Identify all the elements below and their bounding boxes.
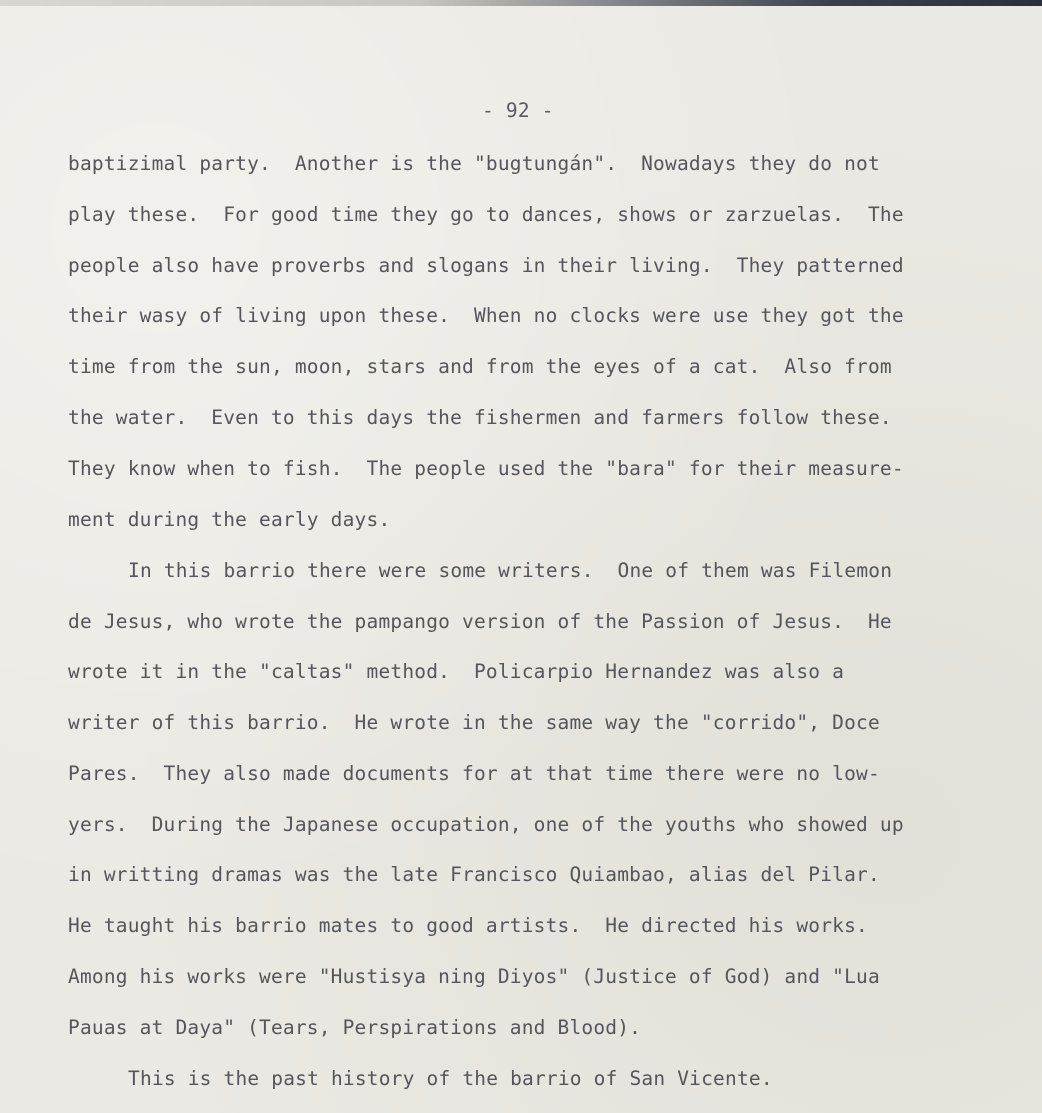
page-number: - 92 - bbox=[482, 99, 554, 122]
text-line: baptizimal party. Another is the "bugtungán". Nowadays they do not bbox=[68, 152, 880, 175]
paragraph-first-line: This is the past history of the barrio of San Vicente. bbox=[128, 1067, 773, 1090]
text-line: He taught his barrio mates to good artists. He directed his works. bbox=[68, 914, 868, 937]
text-line: the water. Even to this days the fishermen and farmers follow these. bbox=[68, 406, 892, 429]
text-line: de Jesus, who wrote the pampango version of the Passion of Jesus. He bbox=[68, 610, 892, 633]
paragraph-first-line: In this barrio there were some writers. One of them was Filemon bbox=[128, 559, 893, 582]
text-line: Pauas at Daya" (Tears, Perspirations and Blood). bbox=[68, 1016, 642, 1039]
text-line: play these. For good time they go to dances, shows or zarzuelas. The bbox=[68, 203, 904, 226]
text-line: wrote it in the "caltas" method. Policarpio Hernandez was also a bbox=[68, 660, 845, 683]
text-line: ment during the early days. bbox=[68, 508, 391, 531]
text-line: their wasy of living upon these. When no clocks were use they got the bbox=[68, 304, 904, 327]
text-line: time from the sun, moon, stars and from the eyes of a cat. Also from bbox=[68, 355, 892, 378]
text-line: Among his works were "Hustisya ning Diyos" (Justice of God) and "Lua bbox=[68, 965, 880, 988]
text-line: in writting dramas was the late Francisco Quiambao, alias del Pilar. bbox=[68, 863, 880, 886]
text-line: They know when to fish. The people used the "bara" for their measure- bbox=[68, 457, 904, 480]
text-line: people also have proverbs and slogans in their living. They patterned bbox=[68, 254, 904, 277]
typed-document-page bbox=[0, 6, 1042, 1113]
text-line: writer of this barrio. He wrote in the same way the "corrido", Doce bbox=[68, 711, 880, 734]
text-line: Pares. They also made documents for at that time there were no low- bbox=[68, 762, 880, 785]
text-line: yers. During the Japanese occupation, one of the youths who showed up bbox=[68, 813, 904, 836]
